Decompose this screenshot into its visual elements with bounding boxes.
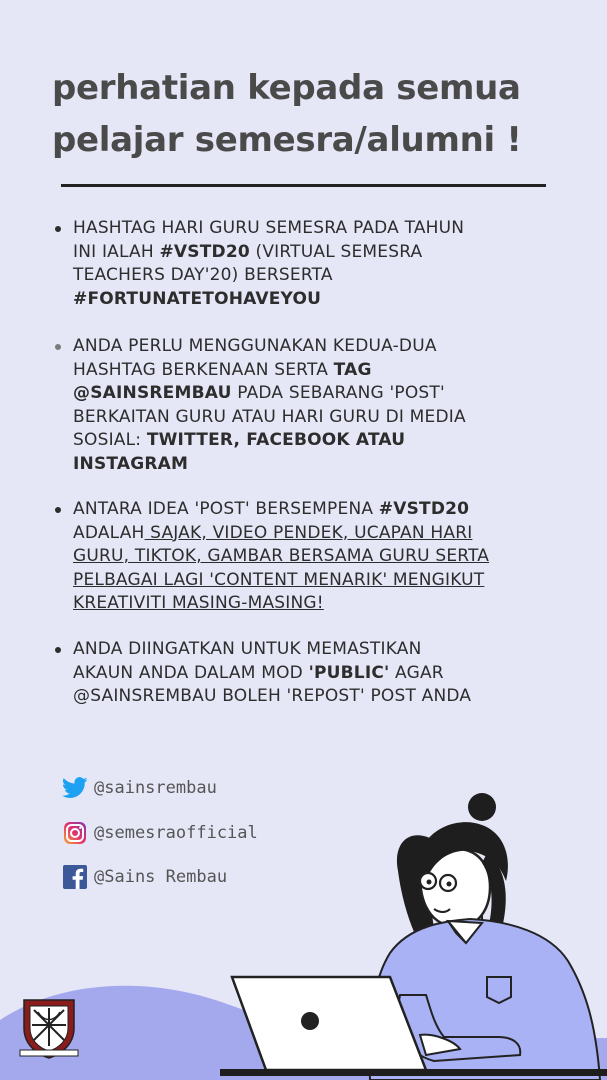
social-twitter[interactable]	[62, 775, 217, 801]
announcement-line	[73, 498, 489, 522]
instagram-handle: @semesraofficial	[94, 823, 258, 843]
bullet-dot	[55, 647, 61, 653]
announcement-item-4	[55, 638, 471, 709]
text-run: INI IALAH	[73, 241, 160, 262]
facebook-icon	[62, 864, 88, 890]
bold-text: TWITTER, FACEBOOK ATAU	[146, 430, 406, 450]
announcement-line	[73, 569, 489, 593]
announcement-line	[73, 264, 464, 288]
announcement-item-3	[55, 498, 489, 616]
announcement-line	[73, 382, 466, 406]
twitter-handle: @sainsrembau	[94, 778, 217, 798]
bold-text: #FORTUNATETOHAVEYOU	[73, 288, 322, 309]
instagram-icon	[62, 820, 88, 846]
underlined-text: PELBAGAI LAGI 'CONTENT MENARIK' MENGIKUT	[73, 569, 485, 590]
text-run: SOSIAL:	[73, 430, 147, 450]
announcement-line	[73, 662, 471, 686]
announcement-line	[73, 217, 464, 241]
bold-text: TAG	[333, 359, 372, 380]
title-line-1: perhatian kepada semua	[52, 68, 521, 108]
text-run: ANTARA IDEA 'POST' BERSEMPENA	[73, 499, 379, 519]
bullet-dot	[55, 507, 61, 513]
text-run: AKAUN ANDA DALAM MOD	[73, 662, 309, 683]
social-facebook[interactable]	[62, 864, 227, 890]
divider	[61, 184, 546, 187]
underlined-text: GURU, TIKTOK, GAMBAR BERSAMA GURU SERTA	[73, 546, 490, 566]
announcement-line	[73, 453, 466, 477]
announcement-line	[73, 545, 489, 569]
text-run: PADA SEBARANG 'POST'	[231, 383, 445, 403]
announcement-line	[73, 359, 466, 383]
text-run: ANDA DIINGATKAN UNTUK MEMASTIKAN	[73, 639, 422, 659]
announcement-line	[73, 241, 464, 265]
announcement-item-1	[55, 217, 464, 311]
announcement-line	[73, 288, 464, 312]
text-run: ANDA PERLU MENGGUNAKAN KEDUA-DUA	[73, 336, 437, 356]
text-run: ADALAH	[73, 522, 145, 543]
text-run: TEACHERS DAY'20) BERSERTA	[73, 265, 333, 285]
announcement-line	[73, 685, 471, 709]
bullet-dot	[55, 344, 61, 350]
text-run: HASHTAG HARI GURU SEMESRA PADA TAHUN	[73, 218, 465, 238]
page-title	[52, 62, 592, 166]
bullet-dot	[55, 226, 61, 232]
announcement-item-2	[55, 335, 466, 476]
announcement-line	[73, 406, 466, 430]
bold-text: @SAINSREMBAU	[73, 383, 232, 403]
announcement-line	[73, 429, 466, 453]
announcement-line	[73, 592, 489, 616]
announcement-line	[73, 638, 471, 662]
bold-text: 'PUBLIC'	[308, 662, 390, 683]
bold-text: INSTAGRAM	[73, 453, 189, 474]
underlined-text: SAJAK, VIDEO PENDEK, UCAPAN HARI	[144, 522, 473, 543]
announcement-line	[73, 522, 489, 546]
twitter-icon	[62, 775, 88, 801]
text-run: BERKAITAN GURU ATAU HARI GURU DI MEDIA	[73, 406, 466, 427]
text-run: HASHTAG BERKENAAN SERTA	[73, 359, 334, 380]
bold-text: #VSTD20	[159, 241, 250, 262]
announcement-line	[73, 335, 466, 359]
text-run: (VIRTUAL SEMESRA	[249, 241, 423, 262]
underlined-text: KREATIVITI MASING-MASING!	[73, 593, 324, 613]
title-line-2: pelajar semesra/alumni !	[52, 120, 522, 160]
school-crest-logo	[18, 994, 80, 1060]
bold-text: #VSTD20	[378, 499, 470, 519]
student-illustration	[220, 785, 607, 1080]
text-run: AGAR	[389, 662, 444, 683]
facebook-handle: @Sains Rembau	[94, 867, 228, 887]
text-run: @SAINSREMBAU BOLEH 'REPOST' POST ANDA	[73, 686, 472, 706]
